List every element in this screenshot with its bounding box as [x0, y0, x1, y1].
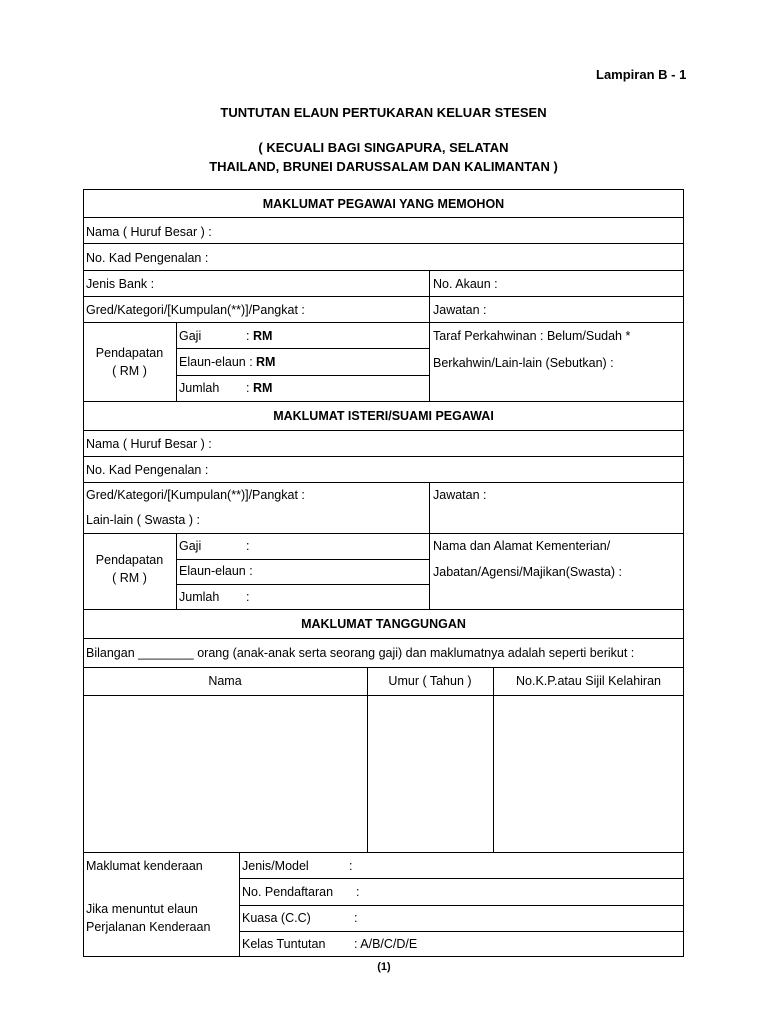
vehicle-reg-label: No. Pendaftaran	[242, 885, 334, 899]
spouse-total-sep[interactable]: :	[246, 590, 250, 604]
spouse-grade-field[interactable]: Gred/Kategori/[Kumpulan(**)]/Pangkat :	[86, 488, 305, 502]
vehicle-label: Maklumat kenderaan	[86, 859, 203, 873]
spouse-position-field[interactable]: Jawatan :	[433, 488, 487, 502]
vehicle-note-line1: Jika menuntut elaun	[86, 902, 198, 916]
spouse-employer-field[interactable]: Nama dan Alamat Kementerian/	[433, 539, 611, 553]
vehicle-class-value[interactable]: : A/B/C/D/E	[354, 937, 418, 951]
vehicle-cc-sep[interactable]: :	[354, 911, 358, 925]
form-subtitle-line2: THAILAND, BRUNEI DARUSSALAM DAN KALIMANTAN )	[209, 159, 558, 174]
officer-income-label: Pendapatan	[95, 346, 164, 360]
officer-name-field[interactable]: Nama ( Huruf Besar ) :	[86, 225, 212, 239]
spouse-section-heading: MAKLUMAT ISTERI/SUAMI PEGAWAI	[273, 409, 494, 423]
dependents-count-line[interactable]: Bilangan ________ orang (anak-anak serta seorang gaji) dan maklumatnya adalah seperti berikut :	[86, 646, 635, 660]
page-number: (1)	[377, 961, 391, 973]
dependents-section-heading: MAKLUMAT TANGGUNGAN	[301, 617, 466, 631]
dependents-age-area[interactable]	[368, 696, 493, 852]
spouse-allowance-label[interactable]: Elaun-elaun :	[179, 564, 253, 578]
dependents-col-age: Umur ( Tahun )	[388, 674, 472, 688]
spouse-private-field[interactable]: Lain-lain ( Swasta ) :	[86, 513, 200, 527]
vehicle-model-label: Jenis/Model	[242, 859, 309, 873]
spouse-ic-field[interactable]: No. Kad Pengenalan :	[86, 463, 209, 477]
vehicle-class-label: Kelas Tuntutan	[242, 937, 326, 951]
officer-ic-field[interactable]: No. Kad Pengenalan :	[86, 251, 209, 265]
spouse-total-label: Jumlah	[179, 590, 220, 604]
dependents-col-ic: No.K.P.atau Sijil Kelahiran	[516, 674, 661, 688]
officer-position-field[interactable]: Jawatan :	[433, 303, 487, 317]
spouse-salary-sep[interactable]: :	[246, 539, 250, 553]
vehicle-reg-sep[interactable]: :	[356, 885, 360, 899]
vehicle-model-sep[interactable]: :	[349, 859, 353, 873]
dependents-col-name: Nama	[208, 674, 242, 688]
officer-section-heading: MAKLUMAT PEGAWAI YANG MEMOHON	[262, 197, 505, 211]
spouse-employer-field-line2[interactable]: Jabatan/Agensi/Majikan(Swasta) :	[433, 565, 622, 579]
dependents-ic-area[interactable]	[494, 696, 683, 852]
vehicle-note-line2: Perjalanan Kenderaan	[86, 920, 211, 934]
officer-total-currency[interactable]: RM	[253, 381, 273, 395]
officer-bank-field[interactable]: Jenis Bank :	[86, 277, 155, 291]
officer-total-label: Jumlah	[179, 381, 220, 395]
spouse-name-field[interactable]: Nama ( Huruf Besar ) :	[86, 437, 212, 451]
form-subtitle-line1: ( KECUALI BAGI SINGAPURA, SELATAN	[258, 140, 509, 155]
dependents-name-area[interactable]	[84, 696, 367, 852]
officer-total-sep: :	[246, 381, 250, 395]
spouse-salary-label: Gaji	[179, 539, 202, 553]
form-title: TUNTUTAN ELAUN PERTUKARAN KELUAR STESEN	[220, 105, 547, 120]
spouse-income-unit: ( RM )	[112, 571, 147, 585]
officer-salary-currency[interactable]: RM	[253, 329, 273, 343]
officer-allowance-currency[interactable]: RM	[256, 355, 276, 369]
officer-marital-field[interactable]: Taraf Perkahwinan : Belum/Sudah *	[433, 329, 631, 343]
vehicle-cc-label: Kuasa (C.C)	[242, 911, 311, 925]
officer-allowance-label: Elaun-elaun :	[179, 355, 253, 369]
officer-account-field[interactable]: No. Akaun :	[433, 277, 498, 291]
officer-marital-other-field[interactable]: Berkahwin/Lain-lain (Sebutkan) :	[433, 356, 614, 370]
attachment-label: Lampiran B - 1	[596, 67, 687, 82]
officer-grade-field[interactable]: Gred/Kategori/[Kumpulan(**)]/Pangkat :	[86, 303, 305, 317]
spouse-income-label: Pendapatan	[95, 553, 164, 567]
officer-income-unit: ( RM )	[112, 364, 147, 378]
officer-salary-label: Gaji	[179, 329, 202, 343]
officer-salary-sep: :	[246, 329, 250, 343]
